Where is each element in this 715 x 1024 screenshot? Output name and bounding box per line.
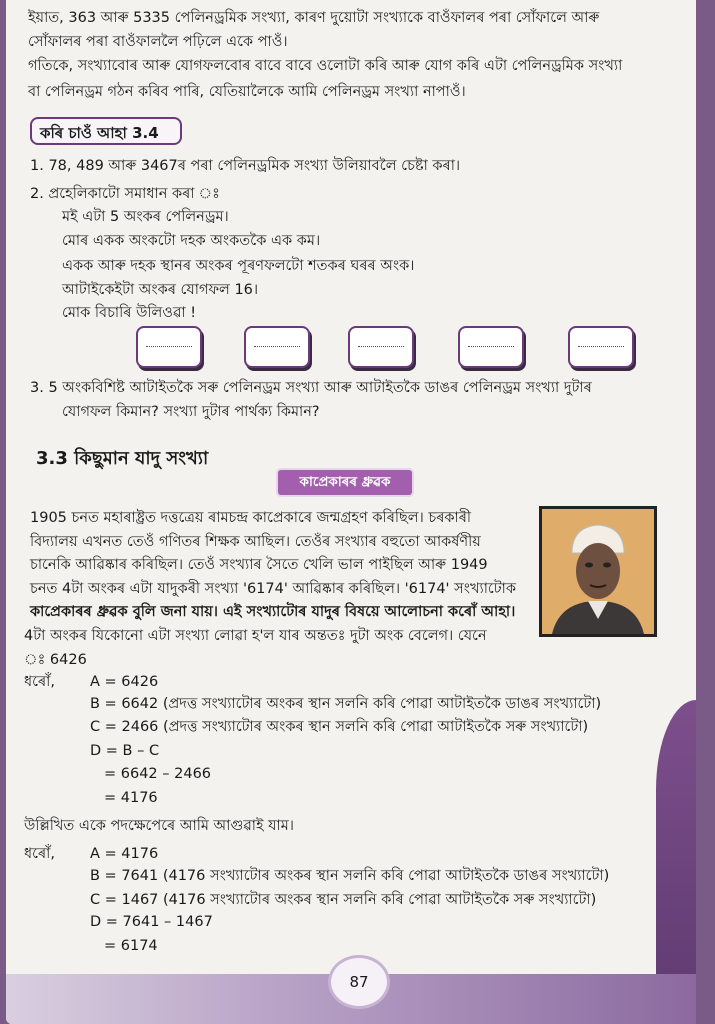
riddle-line-5: মোক বিচাৰি উলিওৱা ! bbox=[62, 305, 197, 321]
bio-line-4: চনত 4টা অংকৰ এটা যাদুকৰী সংখ্যা '6174' আৱিষ্কাৰ কৰিছিল। '6174' সংখ্যাটোক bbox=[30, 581, 516, 597]
bio-line-2: বিদ্যালয় এখনত তেওঁ গণিতৰ শিক্ষক আছিল। তেওঁৰ সংখ্যাৰ বহুতো আকৰ্ষণীয় bbox=[30, 534, 481, 550]
bio-line-1: 1905 চনত মহাৰাষ্ট্ৰত দত্তত্ৰেয় ৰামচন্দ্ৰ কাপ্ৰেকাৰে জন্মগ্ৰহণ কৰিছিল। চৰকাৰী bbox=[30, 510, 472, 526]
section-heading: 3.3 কিছুমান যাদু সংখ্যা bbox=[36, 448, 209, 469]
answer-box-5[interactable] bbox=[568, 326, 634, 368]
example1-d-result: = 4176 bbox=[104, 790, 158, 806]
bio-line-5: কাপ্ৰেকাৰৰ ধ্ৰুৱক বুলি জনা যায়। এই সংখ্যাটোৰ যাদুৰ বিষয়ে আলোচনা কৰোঁ আহা। bbox=[30, 604, 516, 620]
try-box-title: কৰি চাওঁ আহা 3.4 bbox=[30, 117, 182, 145]
example1-d: D = B – C bbox=[90, 743, 160, 759]
riddle-line-3: একক আৰু দহক স্থানৰ অংকৰ পূৰণফলটো শতকৰ ঘৰৰ অংক। bbox=[62, 258, 415, 274]
riddle-line-4: আটাইকেইটা অংকৰ যোগফল 16। bbox=[62, 282, 259, 298]
textbook-page bbox=[6, 0, 696, 1024]
portrait-photo-icon bbox=[542, 509, 654, 634]
example1-b: B = 6642 (প্ৰদত্ত সংখ্যাটোৰ অংকৰ স্থান সলনি কৰি পোৱা আটাইতকৈ ডাঙৰ সংখ্যাটো) bbox=[90, 696, 602, 712]
example2-d: D = 7641 – 1467 bbox=[90, 914, 213, 930]
answer-box-3[interactable] bbox=[348, 326, 414, 368]
rule-line-2: ঃ 6426 bbox=[24, 652, 87, 668]
answer-box-2[interactable] bbox=[244, 326, 310, 368]
exercise-q3-line-2: যোগফল কিমান? সংখ্যা দুটাৰ পাৰ্থক্য কিমান? bbox=[62, 404, 320, 420]
example2-a: A = 4176 bbox=[90, 846, 159, 862]
intro-line-1: ইয়াত, 363 আৰু 5335 পেলিনড্ৰমিক সংখ্যা, কাৰণ দুয়োটা সংখ্যাকে বাওঁফালৰ পৰা সোঁফালে আৰু bbox=[28, 10, 600, 26]
kaprekar-portrait bbox=[539, 506, 657, 637]
answer-box-4[interactable] bbox=[458, 326, 524, 368]
intro-line-2: সোঁফালৰ পৰা বাওঁফাললৈ পঢ়িলে একে পাওঁ। bbox=[28, 34, 288, 50]
example1-d-step: = 6642 – 2466 bbox=[104, 766, 212, 782]
exercise-q3-line-1: 3. 5 অংকবিশিষ্ট আটাইতকৈ সৰু পেলিনড্ৰম সংখ্যা আৰু আটাইতকৈ ডাঙৰ পেলিনড্ৰম সংখ্যা দুটাৰ bbox=[30, 380, 592, 396]
example2-let: ধৰোঁ, bbox=[24, 846, 55, 862]
kaprekar-constant-badge: কাপ্ৰেকাৰৰ ধ্ৰুৱক bbox=[278, 470, 412, 495]
riddle-line-1: মই এটা 5 অংকৰ পেলিনড্ৰম। bbox=[62, 209, 229, 225]
rule-line-1: 4টা অংকৰ যিকোনো এটা সংখ্যা লোৱা হ'ল যাৰ অন্ততঃ দুটা অংক বেলেগ। যেনে bbox=[24, 628, 487, 644]
example1-c: C = 2466 (প্ৰদত্ত সংখ্যাটোৰ অংকৰ স্থান সলনি কৰি পোৱা আটাইতকৈ সৰু সংখ্যাটো) bbox=[90, 719, 589, 735]
transition-text: উল্লিখিত একে পদক্ষেপেৰে আমি আগুৱাই যাম। bbox=[24, 818, 294, 834]
example1-a: A = 6426 bbox=[90, 674, 159, 690]
example1-let: ধৰোঁ, bbox=[24, 674, 55, 690]
example2-c: C = 1467 (4176 সংখ্যাটোৰ অংকৰ স্থান সলনি কৰি পোৱা আটাইতকৈ সৰু সংখ্যাটো) bbox=[90, 892, 597, 908]
example2-d-result: = 6174 bbox=[104, 938, 158, 954]
intro-line-4: বা পেলিনড্ৰম গঠন কৰিব পাৰি, যেতিয়ালৈকে আমি পেলিনড্ৰম সংখ্যা নাপাওঁ। bbox=[28, 84, 466, 100]
example2-b: B = 7641 (4176 সংখ্যাটোৰ অংকৰ স্থান সলনি কৰি পোৱা আটাইতকৈ ডাঙৰ সংখ্যাটো) bbox=[90, 868, 610, 884]
riddle-line-2: মোৰ একক অংকটো দহক অংকতকৈ এক কম। bbox=[62, 233, 321, 249]
bio-line-3: চানেকি আৱিষ্কাৰ কৰিছিল। তেওঁ সংখ্যাৰ সৈতে খেলি ভাল পাইছিল আৰু 1949 bbox=[30, 557, 488, 573]
intro-line-3: গতিকে, সংখ্যাবোৰ আৰু যোগফলবোৰ বাবে বাবে ওলোটা কৰি আৰু যোগ কৰি এটা পেলিনড্ৰমিক সংখ্যা bbox=[28, 58, 623, 74]
page-number: 87 bbox=[328, 955, 390, 1009]
exercise-q2: 2. প্ৰহেলিকাটো সমাধান কৰা ঃ bbox=[30, 186, 220, 202]
exercise-q1: 1. 78, 489 আৰু 3467ৰ পৰা পেলিনড্ৰমিক সংখ্যা উলিয়াবলৈ চেষ্টা কৰা। bbox=[30, 158, 461, 174]
answer-box-1[interactable] bbox=[136, 326, 202, 368]
